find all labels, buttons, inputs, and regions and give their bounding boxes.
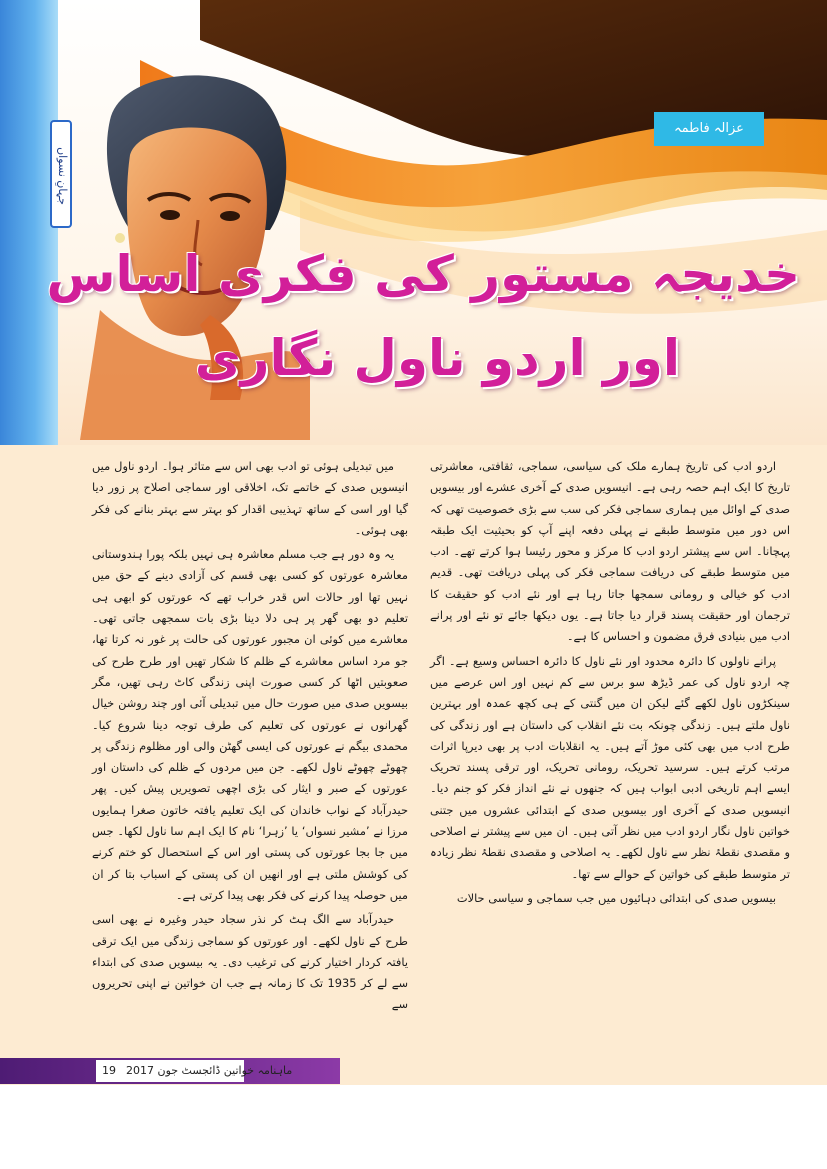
text-column-right	[430, 456, 790, 909]
paragraph: اردو ادب کی تاریخ ہمارے ملک کی سیاسی، سماجی، ثقافتی، معاشرتی تاریخ کا ایک اہم حصہ رہی ہے۔ انیسویں صدی کے آخری عشرے اور بیسویں صدی کے اوائل میں ہماری سماجی فکر کی سب سے بڑی خصوصیت تھی کہ اس دور میں متوسط طبقے نے پہلی دفعہ اپنے آپ کو بحیثیت ایک طبقہ پہچانا۔ اس سے پیشتر اردو ادب کا مرکز و محور رئیسا ہوا کرتے تھے۔ ادب میں متوسط طبقے کی دریافت سماجی فکر کی پہلی دریافت تھی۔ قدیم ادب کو خیالی و رومانی سمجھا جاتا رہا ہے اور نئے ادب کو حقیقت کا ترجمان اور حقیقت پسند قرار دیا جاتا ہے۔ یوں دیکھا جائے تو نئے اور پرانے ادب میں بنیادی فرق مضمون و احساس کا ہے۔	[430, 459, 790, 644]
paragraph: بیسویں صدی کی ابتدائی دہائیوں میں جب سماجی و سیاسی حالات	[456, 890, 776, 905]
article-title-line-2: اور اردو ناول نگاری	[194, 329, 680, 387]
text-column-left	[92, 456, 408, 1016]
paragraph: حیدرآباد سے الگ ہٹ کر نذر سجاد حیدر وغیرہ نے بھی اسی طرح کے ناول لکھے۔ اور عورتوں کو سماجی زندگی میں ایک ترقی یافتہ کردار اختیار کرنے کی ترغیب دی۔ یہ بیسویں صدی کی ابتداء سے لے کر 1935 تک کا زمانہ ہے جب ان خواتین نے اپنی تحریروں سے	[92, 912, 408, 1012]
paragraph: میں تبدیلی ہوئی تو ادب بھی اس سے متاثر ہوا۔ اردو ناول میں انیسویں صدی کے خاتمے تک، اخلاقی اور سماجی اصلاح پر زور دیا گیا اور اسی کے ساتھ تہذیبی اقدار کو بہتر سے بہتر بنانے کی فکر بھی ہوئی۔	[92, 459, 408, 537]
author-name: عزالہ فاطمہ	[654, 112, 764, 146]
article-title-line-1: خدیجہ مستور کی فکری اساس	[46, 245, 800, 303]
section-label-box	[50, 120, 72, 228]
paragraph: پرانے ناولوں کا دائرہ محدود اور نئے ناول کا دائرہ احساس وسیع ہے۔ اگر چہ اردو ناول کی عمر ڈیڑھ سو برس سے کم نہیں اور اس عرصے میں سینکڑوں ناول لکھے گئے لیکن ان میں گنتی کے ہی کچھ عمدہ اور بہترین ناول ملتے ہیں۔ زندگی چونکہ بت نئے انقلاب کی داستان ہے اور زندگی کی طرح ادب میں بھی کئی موڑ آتے ہیں۔ یہ انقلابات ادب پر بھی دیرپا اثرات مرتب کرتے ہیں۔ سرسید تحریک، رومانی تحریک، اور ترقی پسند تحریک ایسے اہم تاریخی ادبی ابواب ہیں کہ جنھوں نے نئے انداز فکر کو جنم دیا۔ انیسویں صدی کے آخری اور بیسویں صدی کے ابتدائی عشروں میں جتنی خواتین ناول نگار اردو ادب میں نظر آتی ہیں۔ ان میں سے پیشتر نے اصلاحی و مقصدی نقطۂ نظر سے ناول لکھے۔ یہ اصلاحی و مقصدی نقطۂ نظر زیادہ تر متوسط طبقے کی خواتین کے حوالے سے تھا۔	[430, 653, 790, 881]
issue-label: ماہنامہ خواتین ڈائجسٹ جون 2017	[126, 1064, 293, 1077]
paragraph: یہ وہ دور ہے جب مسلم معاشرہ ہی نہیں بلکہ پورا ہندوستانی معاشرہ عورتوں کو کسی بھی قسم کی آزادی دینے کے حق میں نہیں تھا اور حالات اس قدر خراب تھے کہ عورتوں کو ابھی ہی تعلیم دو بھی گھر پر ہی دلا دینا بڑی بات سمجھی جاتی تھی۔ معاشرے میں کوئی ان مجبور عورتوں کی حالت پر غور نہ کرتا تھا، جو مرد اساس معاشرے کے ظلم کا شکار تھیں اور طرح طرح کی صعوبتیں اٹھا کر کسی صورت اپنی زندگی کاٹ رہی تھیں، مگر بیسویں صدی میں صورت حال میں تبدیلی آئی اور چند روشن خیال گھرانوں نے عورتوں کی تعلیم کی طرف توجہ دینا شروع کیا۔ محمدی بیگم نے عورتوں کی ایسی گھٹن والی اور مظلوم زندگی پر چھوٹے چھوٹے ناول لکھے۔ جن میں مردوں کے ظلم کی داستان اور عورتوں کے صبر و ایثار کی بڑی اچھی تصویریں پیش کیں۔ پھر حیدرآباد کے نواب خاندان کی ایک تعلیم یافتہ خاتون صغرا ہمایوں مرزا نے ’مشیر نسواں‘ یا ’زہرا‘ نام کا ایک اہم سا ناول لکھا۔ جس میں جا بجا عورتوں کی پستی اور اس کے استحصال کو ختم کرنے کی کوشش ملتی ہے اور انھیں ان کی پستی کے اسباب بتا کر ان میں حوصلہ پیدا کرنے کی فکر بھی پیدا کرتی ہے۔	[92, 547, 408, 902]
header-banner	[0, 0, 827, 445]
section-label: جہانِ نسواں	[56, 147, 69, 205]
page-number: 19	[102, 1064, 116, 1077]
